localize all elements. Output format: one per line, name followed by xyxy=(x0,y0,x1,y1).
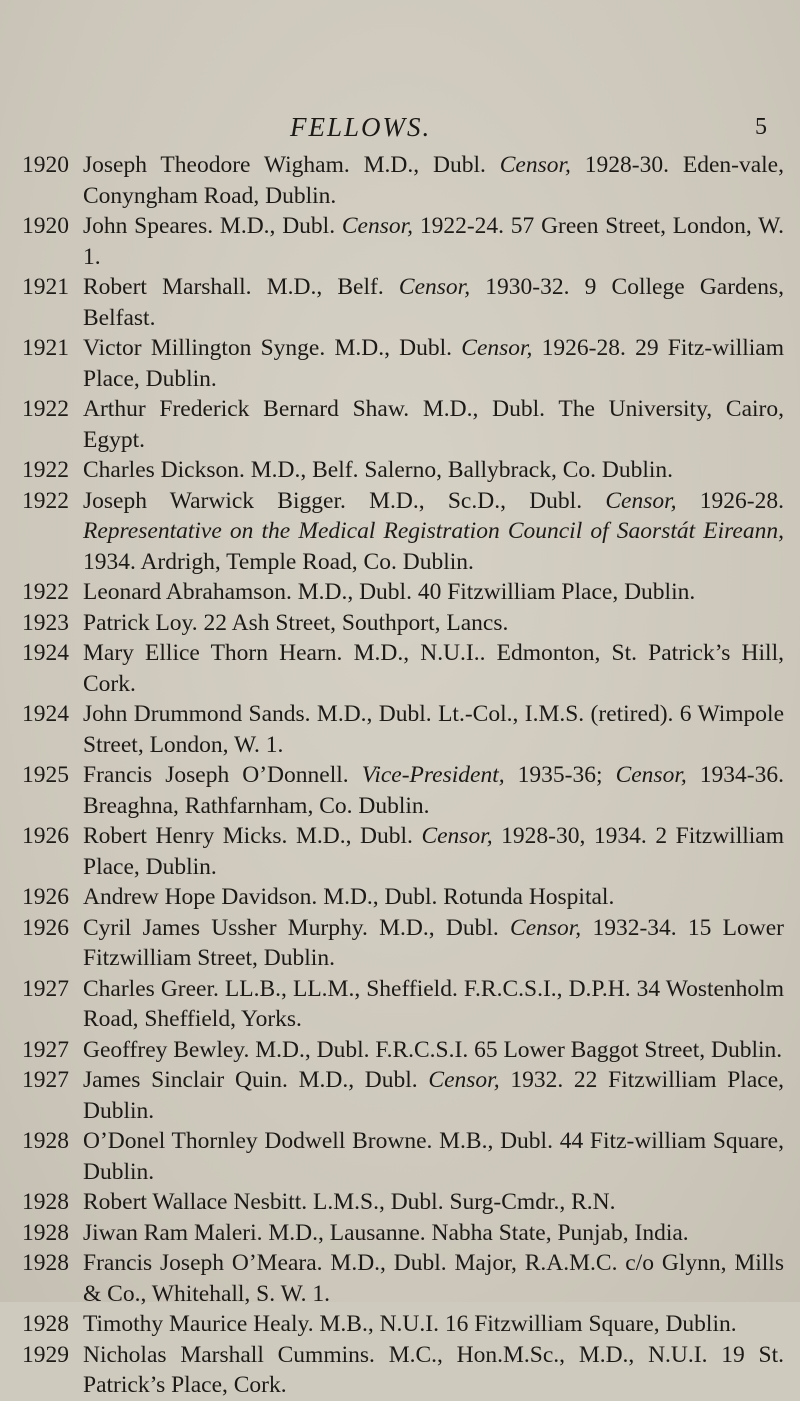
entry-role: Censor, xyxy=(421,823,493,849)
running-head xyxy=(0,112,800,142)
entry-quals: LL.B., LL.M., Sheffield. F.R.C.S.I., D.P.H. 34 Wostenholm Road, Sheffield, Yorks. xyxy=(83,975,784,1032)
entry-name: Charles Dickson. xyxy=(83,457,245,483)
entry-name: Leonard Abrahamson. xyxy=(83,579,292,605)
entry-role-2: Censor, xyxy=(615,762,687,788)
entry-quals: L.M.S., Dubl. Surg-Cmdr., R.N. xyxy=(307,1189,616,1215)
list-item xyxy=(22,699,784,760)
entry-quals: M.D., Dubl. xyxy=(349,152,500,178)
entry-details: 1922-24. 57 Green Street, London, W. 1. xyxy=(83,213,784,270)
entry-year: 1927 xyxy=(22,1067,69,1093)
list-item xyxy=(22,1340,784,1401)
list-item xyxy=(22,821,784,882)
entry-details: 1932. 22 Fitzwilliam Place, Dublin. xyxy=(83,1067,784,1124)
entry-year: 1929 xyxy=(22,1341,69,1368)
entry-year: 1922 xyxy=(22,396,69,422)
entry-quals: M.B., N.U.I. 16 Fitzwilliam Square, Dublin. xyxy=(313,1311,737,1337)
entry-quals: 22 Ash Street, Southport, Lancs. xyxy=(197,609,509,636)
entry-name: John Speares. xyxy=(83,213,214,239)
entry-details: 1930-32. 9 College Gardens, Belfast. xyxy=(83,274,784,331)
page-title: FELLOWS. xyxy=(290,112,432,142)
entry-role: Vice-President, xyxy=(361,762,505,788)
entry-role: Censor, xyxy=(499,152,571,178)
entry-year: 1921 xyxy=(22,335,69,361)
entry-name: Victor Millington Synge. xyxy=(83,335,326,361)
list-item xyxy=(22,272,784,333)
entry-name: James Sinclair Quin. xyxy=(83,1067,288,1093)
list-item xyxy=(22,608,784,639)
list-item xyxy=(22,1248,784,1309)
list-item xyxy=(22,150,784,211)
fellows-list xyxy=(22,150,784,1401)
entry-name: Cyril James Ussher Murphy. xyxy=(83,914,368,941)
entry-year: 1924 xyxy=(22,701,69,727)
entry-year: 1920 xyxy=(22,152,69,178)
entry-year: 1928 xyxy=(22,1250,69,1276)
entry-details: 1932-34. 15 Lower Fitzwilliam Street, Dublin. xyxy=(83,914,784,971)
list-item xyxy=(22,1065,784,1126)
entry-quals: M.D., Dubl. xyxy=(287,1067,429,1093)
entry-quals: M.D., Belf. xyxy=(251,274,399,300)
list-item xyxy=(22,882,784,913)
entry-quals: M.D., Dubl. xyxy=(325,335,462,361)
entry-name: Mary Ellice Thorn Hearn. xyxy=(83,640,343,666)
entry-details: 1928-30. Eden-vale, Conyngham Road, Dublin. xyxy=(83,152,784,209)
entry-year: 1925 xyxy=(22,762,69,788)
list-item xyxy=(22,638,784,699)
entry-year: 1922 xyxy=(22,579,69,605)
entry-name: Charles Greer. xyxy=(83,975,219,1002)
page-number: 5 xyxy=(755,114,767,140)
entry-name: Robert Marshall. xyxy=(83,274,252,300)
entry-year: 1927 xyxy=(22,975,69,1002)
entry-quals: M.D., Lausanne. Nabha State, Punjab, India. xyxy=(262,1219,689,1246)
list-item xyxy=(22,1218,784,1249)
entry-year: 1928 xyxy=(22,1189,69,1215)
entry-year: 1928 xyxy=(22,1219,69,1246)
list-item xyxy=(22,211,784,272)
entry-name: Robert Wallace Nesbitt. xyxy=(83,1189,308,1215)
entry-name: Geoffrey Bewley. xyxy=(83,1036,250,1063)
entry-role: Censor, xyxy=(605,487,677,514)
entry-details: 1928-30, 1934. 2 Fitzwilliam Place, Dublin. xyxy=(83,823,785,880)
entry-details: 1926-28. 29 Fitz-william Place, Dublin. xyxy=(83,335,784,392)
entry-role-2: Representative on the Medical Registration Council of Saorstát Eireann, xyxy=(83,518,784,544)
entry-name: Joseph Warwick Bigger. xyxy=(83,487,346,514)
entry-name: Francis Joseph O’Donnell. xyxy=(83,762,349,788)
entry-year: 1926 xyxy=(22,914,69,941)
entry-role: Censor, xyxy=(461,335,533,361)
entry-details: 1935-36; xyxy=(504,762,616,788)
entry-year: 1920 xyxy=(22,213,69,239)
entry-details: 1926-28. xyxy=(676,487,784,514)
entry-quals xyxy=(349,762,362,788)
entry-quals: M.D., Dubl. Lt.-Col., I.M.S. (retired). 6 Wimpole Street, London, W. 1. xyxy=(83,701,784,758)
entry-name: Andrew Hope Davidson. xyxy=(83,884,318,910)
entry-quals: M.D., Sc.D., Dubl. xyxy=(345,487,606,514)
entry-name: Patrick Loy. xyxy=(83,609,198,636)
list-item xyxy=(22,1035,784,1066)
list-item xyxy=(22,1309,784,1340)
entry-quals: M.D., Dubl. Major, R.A.M.C. c/o Glynn, Mills & Co., Whitehall, S. W. 1. xyxy=(83,1250,784,1307)
entry-quals: M.D., N.U.I.. Edmonton, St. Patrick’s Hill, Cork. xyxy=(83,640,784,697)
entry-quals: M.D., Dubl. xyxy=(287,823,422,849)
entry-role: Censor, xyxy=(341,213,414,239)
entry-name: O’Donel Thornley Dodwell Browne. xyxy=(83,1128,433,1154)
entry-year: 1924 xyxy=(22,640,69,666)
entry-year: 1926 xyxy=(22,884,69,910)
entry-year: 1921 xyxy=(22,274,69,300)
list-item xyxy=(22,1126,784,1187)
list-item xyxy=(22,394,784,455)
entry-name: Jiwan Ram Maleri. xyxy=(83,1219,263,1246)
list-item xyxy=(22,577,784,608)
entry-details-2: 1934. Ardrigh, Temple Road, Co. Dublin. xyxy=(83,548,474,575)
list-item xyxy=(22,333,784,394)
entry-name: John Drummond Sands. xyxy=(83,701,311,727)
list-item xyxy=(22,760,784,821)
entry-quals: M.C., Hon.M.Sc., M.D., N.U.I. 19 St. Patrick’s Place, Cork. xyxy=(83,1341,785,1398)
entry-name: Joseph Theodore Wigham. xyxy=(83,152,350,178)
entry-year: 1926 xyxy=(22,823,69,849)
entry-role: Censor, xyxy=(428,1067,500,1093)
entry-name: Timothy Maurice Healy. xyxy=(83,1311,314,1337)
entry-quals: M.D., Dubl. 40 Fitzwilliam Place, Dublin. xyxy=(291,579,696,605)
entry-name: Francis Joseph O’Meara. xyxy=(83,1250,323,1276)
entry-quals: M.B., Dubl. 44 Fitz-william Square, Dublin. xyxy=(83,1128,784,1185)
entry-quals: M.D., Dubl. xyxy=(367,914,511,941)
entry-year: 1928 xyxy=(22,1128,69,1154)
entry-details-2: 1934-36. Breaghna, Rathfarnham, Co. Dublin. xyxy=(83,762,785,819)
entry-year: 1922 xyxy=(22,487,69,514)
entry-name: Arthur Frederick Bernard Shaw. xyxy=(83,396,410,422)
entry-name: Robert Henry Micks. xyxy=(83,823,288,849)
entry-quals: M.D., Dubl. F.R.C.S.I. 65 Lower Baggot Street, Dublin. xyxy=(249,1036,783,1063)
entry-quals: M.D., Belf. Salerno, Ballybrack, Co. Dublin. xyxy=(244,457,674,483)
entry-name: Nicholas Marshall Cummins. xyxy=(83,1341,375,1368)
list-item xyxy=(22,974,784,1035)
entry-year: 1923 xyxy=(22,609,69,636)
entry-quals: M.D., Dubl. Rotunda Hospital. xyxy=(317,884,615,910)
entry-role: Censor, xyxy=(398,274,471,300)
entry-quals: M.D., Dubl. The University, Cairo, Egypt. xyxy=(83,396,784,453)
entry-year: 1928 xyxy=(22,1311,69,1337)
entry-year: 1927 xyxy=(22,1036,69,1063)
entry-role: Censor, xyxy=(510,914,582,941)
list-item xyxy=(22,486,784,578)
list-item xyxy=(22,1187,784,1218)
list-item xyxy=(22,913,784,974)
list-item xyxy=(22,455,784,486)
entry-year: 1922 xyxy=(22,457,69,483)
entry-quals: M.D., Dubl. xyxy=(213,213,342,239)
